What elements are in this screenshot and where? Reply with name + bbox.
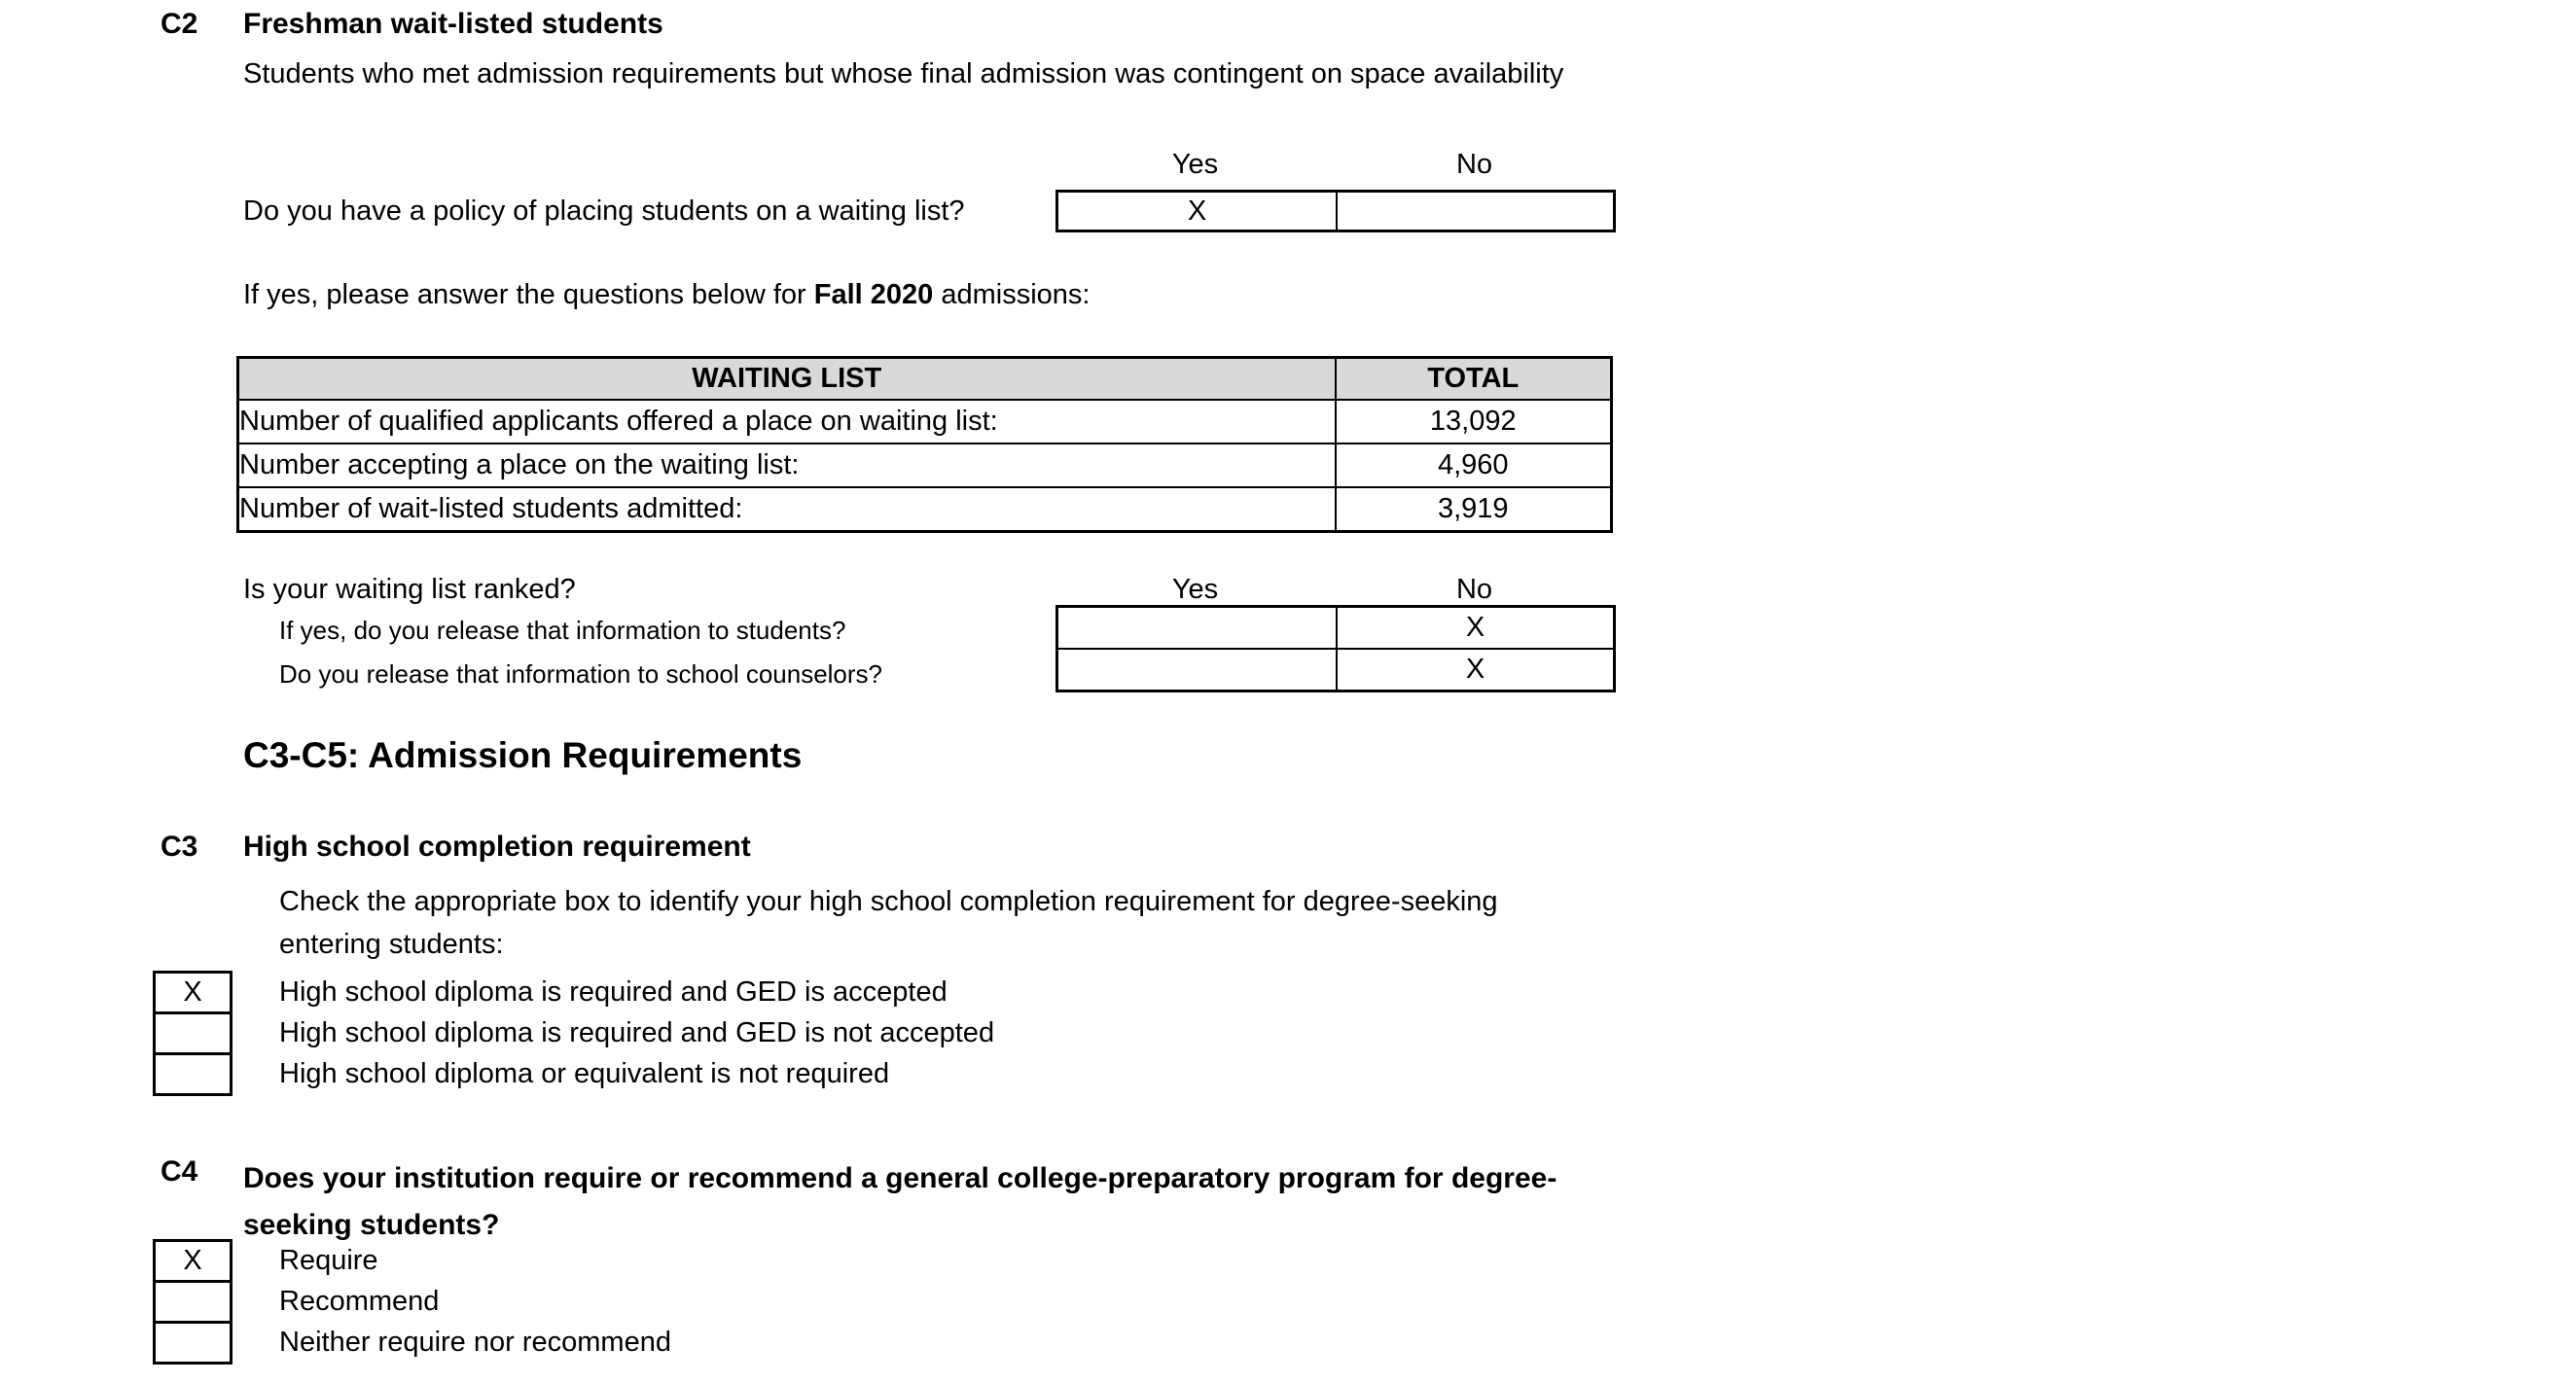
c4-option-3-label: Neither require nor recommend (279, 1327, 671, 1358)
c4-option-2-checkbox[interactable] (153, 1280, 233, 1324)
ranked-subquestion-students: If yes, do you release that information to students? (279, 616, 846, 645)
table-row (238, 443, 1612, 487)
c4-option-row (153, 1280, 671, 1324)
row-label: Number accepting a place on the waiting list: (238, 443, 1336, 487)
c3-option-1-label: High school diploma is required and GED is accepted (279, 976, 948, 1008)
no-header-label: No (1455, 149, 1493, 180)
c3-option-3-label: High school diploma or equivalent is not required (279, 1058, 890, 1089)
c3-option-row (153, 1052, 994, 1096)
c4-option-row (153, 1321, 671, 1365)
section-heading-c3-c5: C3-C5: Admission Requirements (243, 735, 803, 775)
c4-title-line1: Does your institution require or recommend a general college-preparatory program for degree- (243, 1162, 1557, 1194)
table-row (238, 487, 1612, 532)
question-id-c3: C3 (161, 831, 198, 863)
c3-options (153, 971, 994, 1096)
c3-instruction (279, 880, 1498, 966)
c4-options (153, 1239, 671, 1365)
waiting-list-header: WAITING LIST (238, 358, 1336, 401)
ranked-students-yes-cell[interactable] (1058, 608, 1338, 648)
total-header: TOTAL (1336, 358, 1612, 401)
policy-question-label: Do you have a policy of placing students on a waiting list? (243, 195, 965, 227)
ranked-question-label: Is your waiting list ranked? (243, 574, 576, 605)
c2-title: Freshman wait-listed students (243, 8, 663, 40)
policy-answer-box (1055, 190, 1616, 232)
c4-title-line2: seeking students? (243, 1209, 500, 1241)
policy-no-cell[interactable] (1338, 193, 1613, 230)
question-id-c2: C2 (161, 8, 198, 40)
c4-option-row (153, 1239, 671, 1283)
ranked-answer-box (1055, 605, 1616, 692)
ranked-students-no-cell[interactable]: X (1465, 612, 1485, 643)
c4-title (243, 1155, 1556, 1249)
table-row (238, 400, 1612, 443)
ranked-row-counselors (1058, 648, 1613, 690)
row-value[interactable]: 4,960 (1336, 443, 1612, 487)
c3-option-1-checkbox[interactable]: X (153, 971, 233, 1014)
c3-option-2-label: High school diploma is required and GED is not accepted (279, 1017, 995, 1048)
policy-yes-no-header (1055, 149, 1616, 181)
fall-note-prefix: If yes, please answer the questions below for (243, 279, 814, 310)
row-label: Number of wait-listed students admitted: (238, 487, 1336, 532)
c3-option-row (153, 1011, 994, 1055)
policy-yes-cell[interactable]: X (1058, 193, 1338, 230)
yes-header-label: Yes (1171, 149, 1219, 180)
no-header-label: No (1455, 574, 1493, 605)
c3-instruction-line2: entering students: (279, 929, 504, 960)
c4-option-2-label: Recommend (279, 1286, 440, 1317)
c3-instruction-line1: Check the appropriate box to identify your high school completion requirement for degree-seeking (279, 886, 1498, 917)
c3-option-2-checkbox[interactable] (153, 1011, 233, 1055)
table-header-row (238, 358, 1612, 401)
waiting-list-table (236, 356, 1613, 533)
c3-option-3-checkbox[interactable] (153, 1052, 233, 1096)
c4-option-1-label: Require (279, 1245, 378, 1276)
fall-note (243, 279, 1090, 311)
question-id-c4: C4 (161, 1155, 198, 1188)
c4-option-1-checkbox[interactable]: X (153, 1239, 233, 1283)
c3-option-row (153, 971, 994, 1014)
c3-title: High school completion requirement (243, 831, 751, 863)
yes-header-label: Yes (1171, 574, 1219, 605)
ranked-row-students (1058, 608, 1613, 648)
row-value[interactable]: 3,919 (1336, 487, 1612, 532)
c4-option-3-checkbox[interactable] (153, 1321, 233, 1365)
ranked-counselors-yes-cell[interactable] (1058, 650, 1338, 690)
fall-note-term: Fall 2020 (813, 279, 934, 310)
fall-note-suffix: admissions: (933, 279, 1091, 310)
ranked-subquestion-counselors: Do you release that information to school counselors? (279, 659, 883, 689)
ranked-yes-no-header (1055, 574, 1616, 606)
ranked-counselors-no-cell[interactable]: X (1465, 654, 1485, 685)
row-value[interactable]: 13,092 (1336, 400, 1612, 443)
row-label: Number of qualified applicants offered a place on waiting list: (238, 400, 1336, 443)
c2-description: Students who met admission requirements but whose final admission was contingent on space availability (243, 58, 1564, 89)
